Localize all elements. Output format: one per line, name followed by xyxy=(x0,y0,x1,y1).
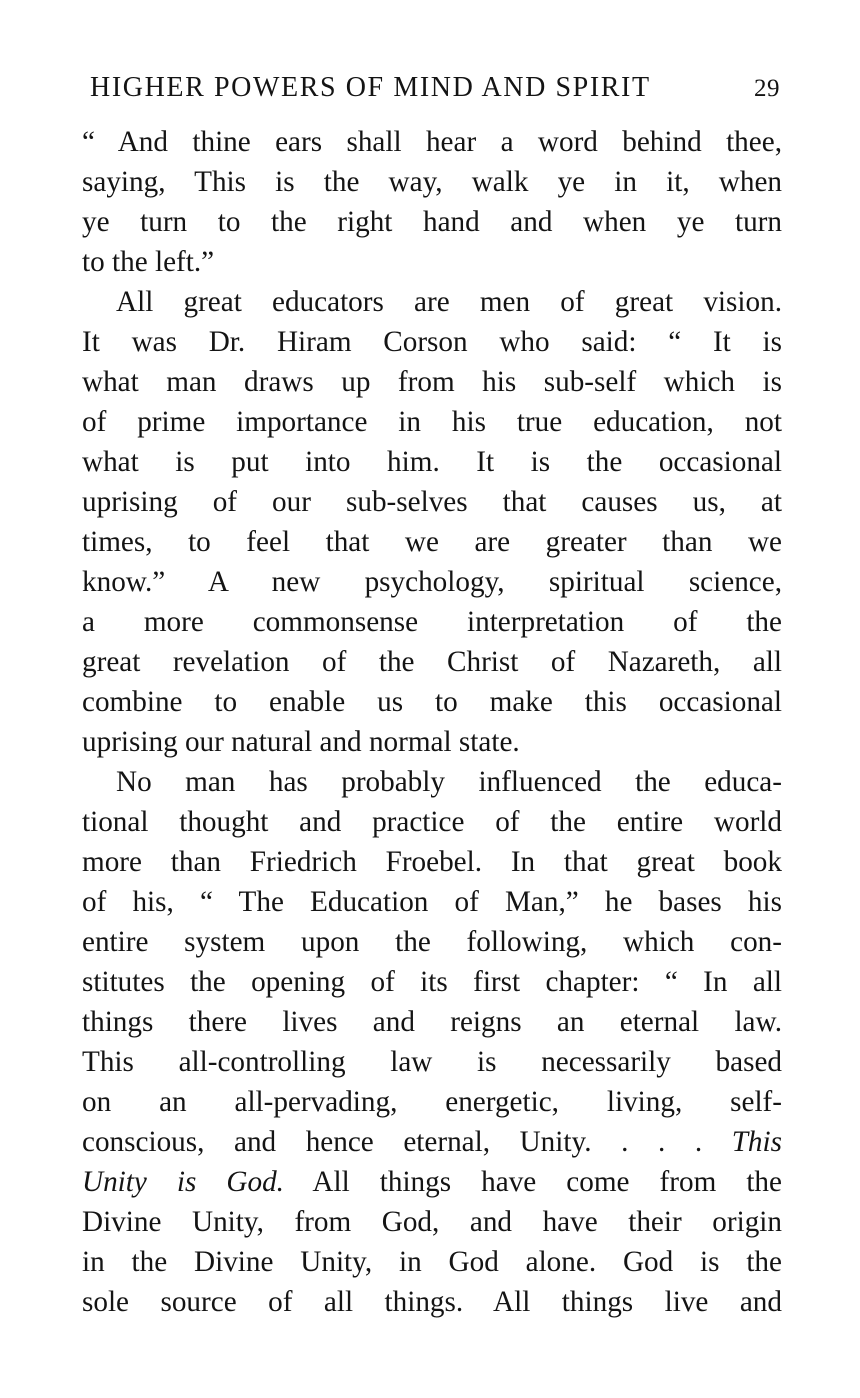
italic-text: Unity is God. xyxy=(82,1166,284,1198)
text-line: of prime importance in his true education, not xyxy=(82,406,782,438)
text-line: what is put into him. It is the occasional xyxy=(82,446,782,478)
text-line: ye turn to the right hand and when ye turn xyxy=(82,206,782,238)
text-line: sole source of all things. All things live and xyxy=(82,1286,782,1318)
text-line: stitutes the opening of its first chapter: “ In all xyxy=(82,966,782,998)
text-line: tional thought and practice of the entire world xyxy=(82,806,782,838)
text-line: more than Friedrich Froebel. In that great book xyxy=(82,846,782,878)
text-line: of his, “ The Education of Man,” he bases his xyxy=(82,886,782,918)
text-line: on an all-pervading, energetic, living, self- xyxy=(82,1086,782,1118)
text-line: saying, This is the way, walk ye in it, when xyxy=(82,166,782,198)
text-line xyxy=(82,1162,782,1202)
text-line: combine to enable us to make this occasional xyxy=(82,686,782,718)
text-line: entire system upon the following, which con- xyxy=(82,926,782,958)
text-line: Divine Unity, from God, and have their origin xyxy=(82,1206,782,1238)
text-line: a more commonsense interpretation of the xyxy=(82,606,782,638)
running-head xyxy=(90,70,790,110)
text-line: uprising of our sub-selves that causes us, at xyxy=(82,486,782,518)
text-line: All great educators are men of great vision. xyxy=(116,286,782,318)
italic-text: This xyxy=(731,1126,782,1158)
text-line xyxy=(82,1122,782,1162)
body-text xyxy=(82,122,782,1322)
text-line: It was Dr. Hiram Corson who said: “ It is xyxy=(82,326,782,358)
running-head-title: HIGHER POWERS OF MIND AND SPIRIT xyxy=(90,72,651,103)
text-run: conscious, and hence eternal, Unity. . . . xyxy=(82,1126,703,1158)
text-line: “ And thine ears shall hear a word behind thee, xyxy=(82,126,782,158)
text-line: This all-controlling law is necessarily based xyxy=(82,1046,782,1078)
text-line: great revelation of the Christ of Nazareth, all xyxy=(82,646,782,678)
text-line: to the left.” xyxy=(82,246,215,278)
text-line: uprising our natural and normal state. xyxy=(82,726,520,758)
text-run: All things have come from the xyxy=(312,1166,782,1198)
text-line: times, to feel that we are greater than we xyxy=(82,526,782,558)
text-line: in the Divine Unity, in God alone. God is the xyxy=(82,1246,782,1278)
text-line: things there lives and reigns an eternal law. xyxy=(82,1006,782,1038)
text-line: No man has probably influenced the educa- xyxy=(116,766,782,798)
text-line: what man draws up from his sub-self which is xyxy=(82,366,782,398)
page-number: 29 xyxy=(754,75,780,102)
text-line: know.” A new psychology, spiritual science, xyxy=(82,566,782,598)
